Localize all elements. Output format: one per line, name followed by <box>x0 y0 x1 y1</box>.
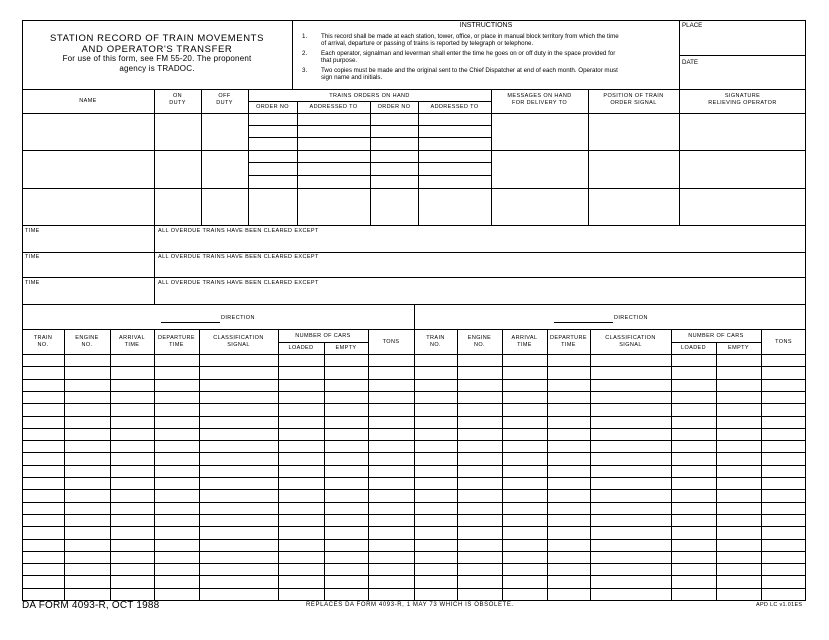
divider <box>22 252 806 253</box>
col-departure-time: DEPARTURE TIME <box>157 335 195 348</box>
divider <box>22 188 806 189</box>
table-row-line <box>22 465 414 466</box>
table-row-line <box>22 416 414 417</box>
col-addressed-to: ADDRESSED TO <box>309 104 358 110</box>
col-number-of-cars: NUMBER OF CARS <box>688 333 744 339</box>
col-arrival-time: ARRIVAL TIME <box>511 335 538 348</box>
col-tons: TONS <box>382 339 400 345</box>
divider <box>22 329 806 330</box>
col-trains-orders: TRAINS ORDERS ON HAND <box>329 93 410 99</box>
col-addressed-to: ADDRESSED TO <box>430 104 479 110</box>
col-classification-signal: CLASSIFICATION SIGNAL <box>213 335 264 348</box>
col-number-of-cars: NUMBER OF CARS <box>295 333 351 339</box>
divider <box>22 150 806 151</box>
col-signature: SIGNATURE RELIEVING OPERATOR <box>708 93 777 106</box>
col-off-duty: OFF DUTY <box>216 93 233 106</box>
divider <box>588 89 589 225</box>
table-row-line <box>22 452 414 453</box>
divider <box>297 101 298 225</box>
col-train-no: TRAIN NO. <box>33 335 53 348</box>
table-row-line <box>414 477 806 478</box>
form-title: STATION RECORD OF TRAIN MOVEMENTS AND OPERATOR'S TRANSFER <box>49 33 265 55</box>
table-row-line <box>22 428 414 429</box>
col-empty: EMPTY <box>728 345 749 351</box>
form-subtitle: For use of this form, see FM 55-20. The proponent agency is TRADOC. <box>62 54 252 73</box>
table-row-line <box>414 551 806 552</box>
divider <box>679 55 806 56</box>
table-row-line <box>414 403 806 404</box>
table-row-line <box>22 477 414 478</box>
instruction-3: 3. Two copies must be made and the original sent to the Chief Dispatcher at end of each month. Operator must sign name and initials. <box>302 67 618 82</box>
table-row-line <box>414 563 806 564</box>
divider <box>278 342 368 343</box>
divider <box>370 101 371 225</box>
table-row-line <box>414 502 806 503</box>
overdue-text: ALL OVERDUE TRAINS HAVE BEEN CLEARED EXCEPT <box>158 280 319 286</box>
overdue-time-label: TIME <box>25 254 40 260</box>
table-row-line <box>414 416 806 417</box>
divider <box>154 89 155 225</box>
divider <box>22 225 806 226</box>
table-row-line <box>22 366 414 367</box>
direction-label: DIRECTION <box>614 315 648 321</box>
instruction-1: 1. This record shall be made at each station, tower, office, or place in manual block territory from which the time of arrival, departure or passing of trains is reported by telegraph or telephone. <box>302 33 619 48</box>
divider <box>418 101 419 225</box>
table-row-line <box>414 379 806 380</box>
table-row-line <box>414 440 806 441</box>
divider <box>22 89 806 90</box>
table-row-line <box>22 539 414 540</box>
date-field[interactable] <box>680 67 805 88</box>
table-row-line <box>414 489 806 490</box>
col-loaded: LOADED <box>680 345 707 351</box>
table-row-line <box>414 588 806 589</box>
overdue-time-label: TIME <box>25 280 40 286</box>
table-row-line <box>22 379 414 380</box>
table-row-line <box>22 440 414 441</box>
table-row-line <box>22 563 414 564</box>
table-row-line <box>414 366 806 367</box>
divider <box>679 89 680 225</box>
divider <box>22 113 806 114</box>
col-order-no: ORDER NO <box>256 104 289 110</box>
table-row-line <box>22 514 414 515</box>
divider <box>22 277 806 278</box>
col-position: POSITION OF TRAIN ORDER SIGNAL <box>603 93 664 106</box>
direction-label: DIRECTION <box>221 315 255 321</box>
divider <box>22 354 414 355</box>
col-classification-signal: CLASSIFICATION SIGNAL <box>605 335 656 348</box>
place-field[interactable] <box>680 30 805 54</box>
table-row-line <box>22 403 414 404</box>
divider <box>414 354 806 355</box>
col-arrival-time: ARRIVAL TIME <box>119 335 145 348</box>
table-row-line <box>22 551 414 552</box>
table-row-line <box>22 502 414 503</box>
table-row-line <box>22 575 414 576</box>
table-row-line <box>414 514 806 515</box>
table-row-line <box>414 452 806 453</box>
col-engine-no: ENGINE NO. <box>467 335 492 348</box>
col-train-no: TRAIN NO. <box>426 335 445 348</box>
col-on-duty: ON DUTY <box>169 93 186 106</box>
table-row-line <box>414 575 806 576</box>
table-row-line <box>414 391 806 392</box>
overdue-time-label: TIME <box>25 228 40 234</box>
divider <box>201 89 202 225</box>
table-row-line <box>22 526 414 527</box>
divider <box>154 225 155 304</box>
col-departure-time: DEPARTURE TIME <box>549 335 587 348</box>
col-empty: EMPTY <box>335 345 357 351</box>
divider <box>491 89 492 225</box>
direction-blank[interactable] <box>554 322 613 323</box>
divider <box>292 20 293 89</box>
overdue-text: ALL OVERDUE TRAINS HAVE BEEN CLEARED EXCEPT <box>158 254 319 260</box>
date-label: DATE <box>682 59 699 66</box>
place-label: PLACE <box>682 22 703 29</box>
overdue-text: ALL OVERDUE TRAINS HAVE BEEN CLEARED EXCEPT <box>158 228 319 234</box>
table-row-line <box>414 539 806 540</box>
col-engine-no: ENGINE NO. <box>75 335 99 348</box>
version-label: APD LC v1.01ES <box>756 602 803 608</box>
col-loaded: LOADED <box>288 345 314 351</box>
table-row-line <box>414 526 806 527</box>
direction-blank[interactable] <box>161 322 220 323</box>
divider <box>671 342 761 343</box>
col-name: NAME <box>79 98 97 104</box>
col-messages: MESSAGES ON HAND FOR DELIVERY TO <box>507 93 572 106</box>
col-order-no: ORDER NO <box>377 104 411 110</box>
table-row-line <box>414 465 806 466</box>
table-row-line <box>414 428 806 429</box>
table-row-line <box>22 588 414 589</box>
form-number: DA FORM 4093-R, OCT 1988 <box>22 600 160 611</box>
instruction-2: 2. Each operator, signalman and leverman shall enter the time he goes on or off duty in the space provided for that purpose. <box>302 50 616 65</box>
replaces-note: REPLACES DA FORM 4093-R, 1 MAY 73 WHICH IS OBSOLETE. <box>306 602 514 608</box>
table-row-line <box>22 391 414 392</box>
col-tons: TONS <box>775 339 792 345</box>
instructions-heading: INSTRUCTIONS <box>459 22 513 29</box>
table-row-line <box>22 489 414 490</box>
